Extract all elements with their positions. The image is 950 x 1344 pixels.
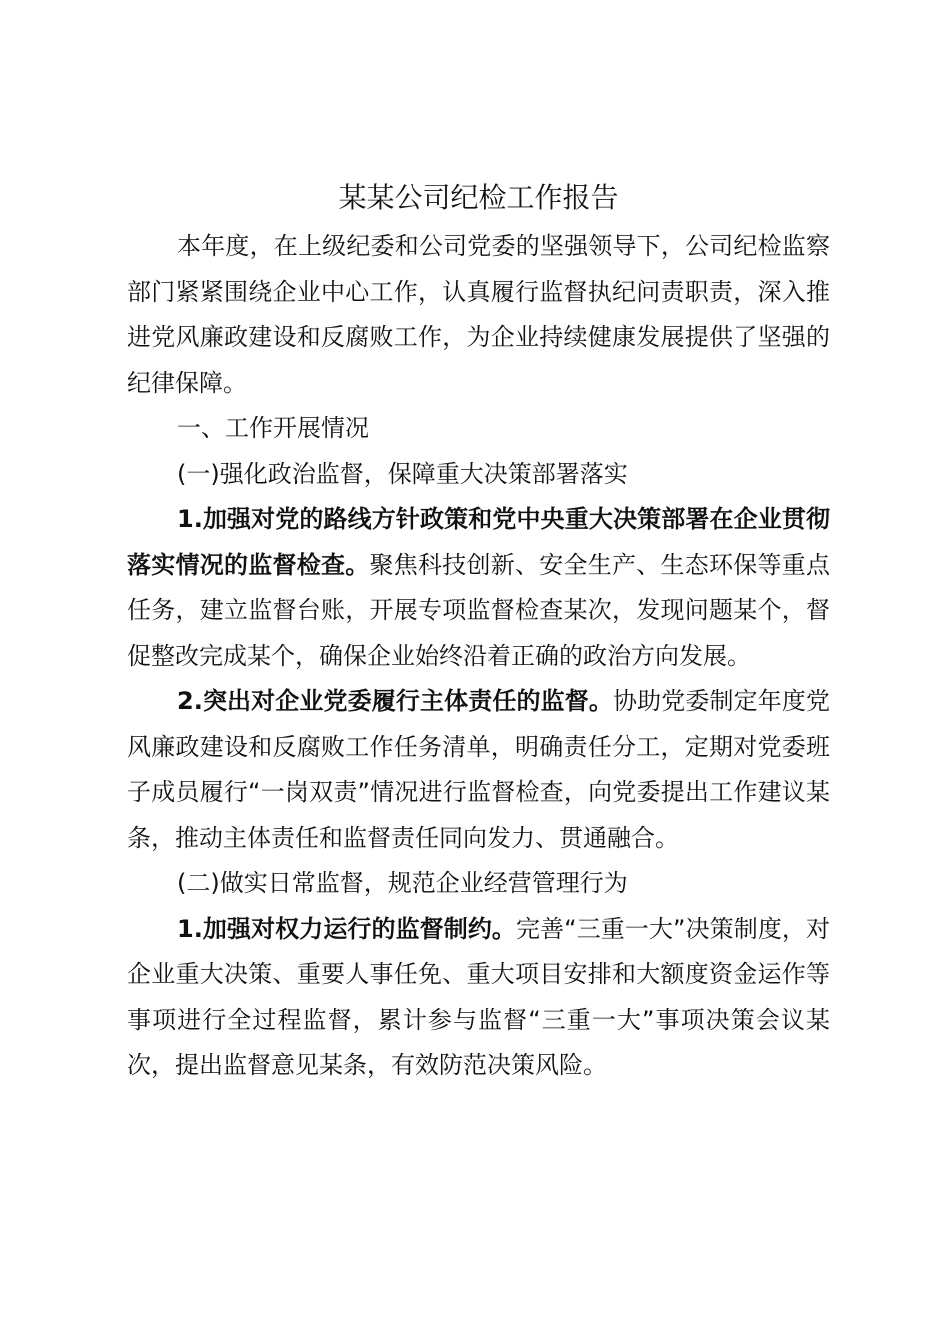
paragraph-text: 本年度，在上级纪委和公司党委的坚强领导下，公司纪检监察部门紧紧围绕企业中心工作，认真履行监督执纪问责职责，深入推进党风廉政建设和反腐败工作，为企业持续健康发展提供了坚强的纪律保障。 — [127, 232, 830, 397]
bold-lead-text: 1.加强对权力运行的监督制约。 — [177, 914, 517, 943]
document-body — [127, 224, 830, 1089]
subsection-heading-2 — [127, 861, 830, 907]
paragraph-text: (二)做实日常监督，规范企业经营管理行为 — [177, 869, 628, 897]
document-title: 某某公司纪检工作报告 — [338, 181, 619, 214]
item-paragraph-1-1 — [127, 497, 830, 679]
paragraph-text: 聚焦科技创新、安全生产、生态环保等重点任务，建立监督台账，开展专项监督检查某次，发现问题某个，督促整改完成某个，确保企业始终沿着正确的政治方向发展。 — [127, 550, 830, 670]
paragraph-text: 协助党委制定年度党风廉政建设和反腐败工作任务清单，明确责任分工，定期对党委班子成员履行“一岗双责”情况进行监督检查，向党委提出工作建议某条，推动主体责任和监督责任同向发力、贯通融合。 — [127, 687, 830, 852]
subsection-heading-1 — [127, 452, 830, 498]
paragraph-text: 一、工作开展情况 — [177, 414, 369, 442]
bold-lead-text: 1.加强对党的路线方针政策和党中央重大决策部署在企业贯彻落实情况的监督检查。 — [127, 505, 830, 579]
item-paragraph-2-1 — [127, 907, 830, 1089]
intro-paragraph — [127, 224, 830, 406]
section-heading-1 — [127, 406, 830, 452]
item-paragraph-1-2 — [127, 679, 830, 861]
paragraph-text: (一)强化政治监督，保障重大决策部署落实 — [177, 459, 628, 488]
paragraph-text: 完善“三重一大”决策制度，对企业重大决策、重要人事任免、重大项目安排和大额度资金运作等事项进行全过程监督，累计参与监督“三重一大”事项决策会议某次，提出监督意见某条，有效防范决策风险。 — [127, 914, 830, 1079]
document-page — [127, 0, 830, 1344]
bold-lead-text: 2.突出对企业党委履行主体责任的监督。 — [177, 687, 614, 715]
